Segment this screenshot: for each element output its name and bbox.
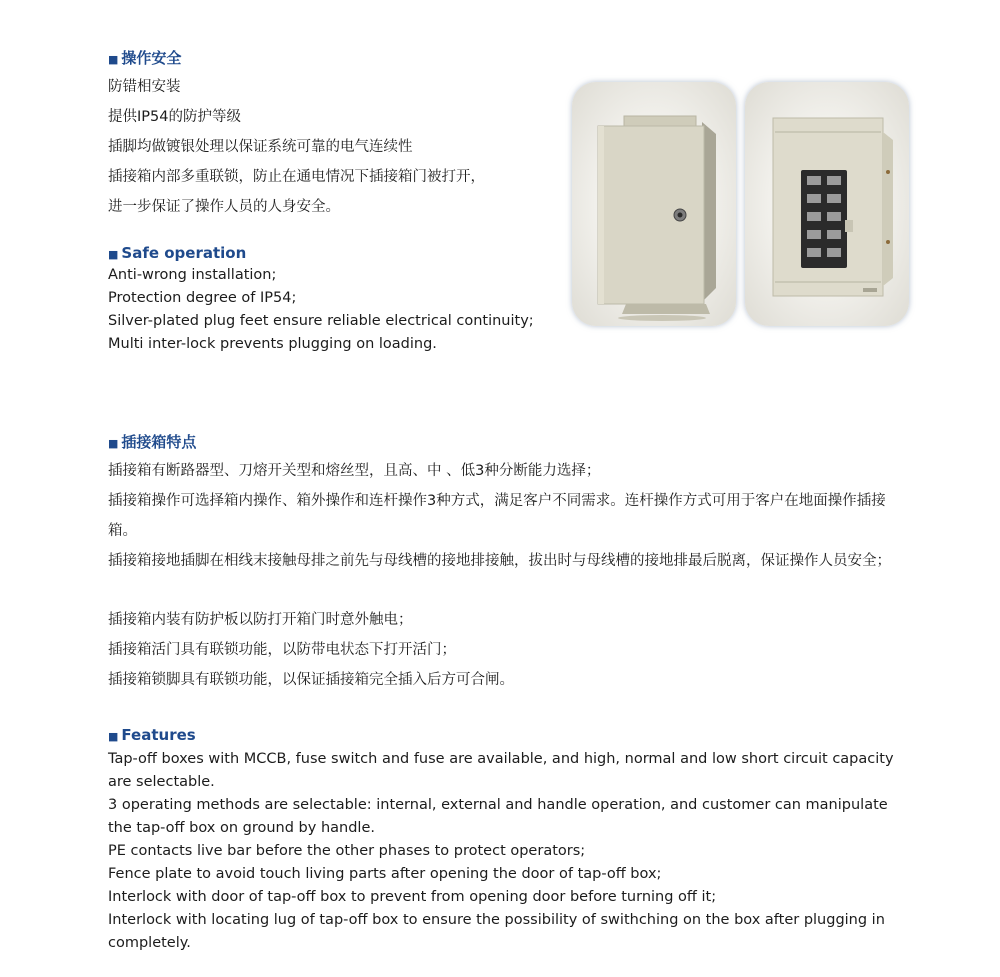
features-zh-item-3: 插接箱接地插脚在相线末接触母排之前先与母线槽的接地排接触，拔出时与母线槽的接地排最后脱离，保证操作人员安全； xyxy=(108,553,891,569)
section-heading-features-zh xyxy=(108,431,196,452)
safety-en-line-1: Anti-wrong installation; xyxy=(108,267,277,283)
safety-en-line-4: Multi inter-lock prevents plugging on loading. xyxy=(108,336,437,352)
tap-off-box-open-photo xyxy=(745,82,909,326)
heading-text: Safe operation xyxy=(121,244,247,262)
safety-zh-line-2: 提供IP54的防护等级 xyxy=(108,109,241,125)
tap-off-box-open-icon xyxy=(745,82,909,326)
square-bullet-icon: ■ xyxy=(108,730,119,743)
section-heading-features-en xyxy=(108,726,196,744)
features-zh-item-4: 插接箱内装有防护板以防打开箱门时意外触电； xyxy=(108,612,413,628)
features-en-item-3: PE contacts live bar before the other phases to protect operators; xyxy=(108,843,586,859)
section-heading-safety-zh xyxy=(108,47,181,68)
safety-zh-line-5: 进一步保证了操作人员的人身安全。 xyxy=(108,199,340,215)
tap-off-box-closed-photo xyxy=(572,82,736,326)
features-en-item-6: Interlock with locating lug of tap-off box to ensure the possibility of swithching on the box after plugging in completely. xyxy=(108,912,885,951)
features-zh-item-1: 插接箱有断路器型、刀熔开关型和熔丝型，且高、中 、低3种分断能力选择； xyxy=(108,463,601,479)
section-heading-safety-en xyxy=(108,244,246,262)
features-en-item-5: Interlock with door of tap-off box to prevent from opening door before turning off it; xyxy=(108,889,717,905)
safety-zh-line-1: 防错相安装 xyxy=(108,79,181,95)
heading-text: 操作安全 xyxy=(121,49,182,67)
safety-en-line-3: Silver-plated plug feet ensure reliable electrical continuity; xyxy=(108,313,534,329)
safety-zh-line-3: 插脚均做镀银处理以保证系统可靠的电气连续性 xyxy=(108,139,413,155)
square-bullet-icon: ■ xyxy=(108,53,119,66)
safety-en-line-2: Protection degree of IP54; xyxy=(108,290,297,306)
features-en-item-2: 3 operating methods are selectable: internal, external and handle operation, and customer can manipulate the tap-off box on ground by handle. xyxy=(108,797,888,836)
features-zh-item-6: 插接箱锁脚具有联锁功能，以保证插接箱完全插入后方可合闸。 xyxy=(108,672,514,688)
features-zh-item-5: 插接箱活门具有联锁功能，以防带电状态下打开活门； xyxy=(108,642,456,658)
safety-zh-line-4: 插接箱内部多重联锁，防止在通电情况下插接箱门被打开， xyxy=(108,169,485,185)
square-bullet-icon: ■ xyxy=(108,248,119,261)
features-en-item-4: Fence plate to avoid touch living parts after opening the door of tap-off box; xyxy=(108,866,662,882)
features-en-item-1: Tap-off boxes with MCCB, fuse switch and fuse are available, and high, normal and low short circuit capacity are selectable. xyxy=(108,751,894,790)
square-bullet-icon: ■ xyxy=(108,437,119,450)
heading-text: Features xyxy=(121,726,196,744)
heading-text: 插接箱特点 xyxy=(121,433,197,451)
tap-off-box-closed-icon xyxy=(572,82,736,326)
features-zh-item-2: 插接箱操作可选择箱内操作、箱外操作和连杆操作3种方式，满足客户不同需求。连杆操作方式可用于客户在地面操作插接箱。 xyxy=(108,493,886,539)
